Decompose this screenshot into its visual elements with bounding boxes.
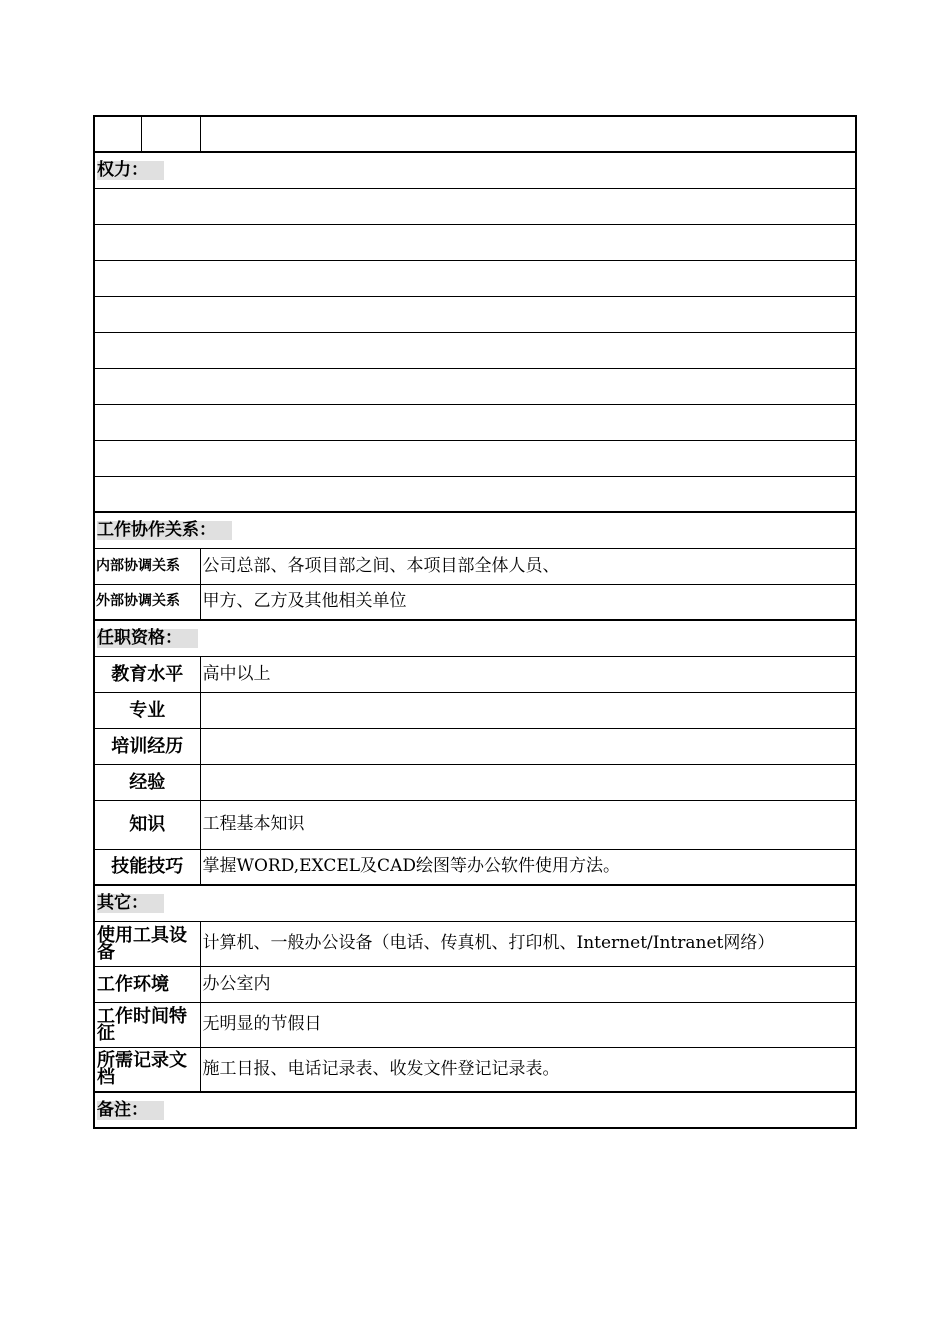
blank-cell — [94, 116, 141, 152]
records-value: 施工日报、电话记录表、收发文件登记记录表。 — [200, 1047, 856, 1092]
job-description-form — [93, 115, 857, 1129]
major-label: 专业 — [94, 692, 200, 728]
tools-label: 使用工具设备 — [94, 921, 200, 966]
internal-coordination-value: 公司总部、各项目部之间、本项目部全体人员、 — [200, 548, 856, 584]
blank-cell — [200, 116, 856, 152]
collaboration-section-title: 工作协作关系： — [97, 521, 232, 540]
power-section-title: 权力： — [97, 161, 164, 180]
external-coordination-label: 外部协调关系 — [94, 584, 200, 620]
top-partial-row — [94, 116, 856, 152]
training-label: 培训经历 — [94, 728, 200, 764]
knowledge-row — [94, 800, 856, 849]
skills-label: 技能技巧 — [94, 849, 200, 885]
power-row — [94, 404, 856, 440]
others-section-title: 其它： — [97, 894, 164, 913]
blank-cell — [141, 116, 200, 152]
collaboration-header-row — [94, 512, 856, 548]
education-value: 高中以上 — [200, 656, 856, 692]
records-label: 所需记录文档 — [94, 1047, 200, 1092]
experience-value — [200, 764, 856, 800]
power-row — [94, 332, 856, 368]
qualification-section-title: 任职资格： — [97, 629, 198, 648]
power-row — [94, 476, 856, 512]
records-row — [94, 1047, 856, 1092]
major-row — [94, 692, 856, 728]
others-header-row — [94, 885, 856, 921]
power-row — [94, 188, 856, 224]
external-coordination-row — [94, 584, 856, 620]
skills-row — [94, 849, 856, 885]
external-coordination-value: 甲方、乙方及其他相关单位 — [200, 584, 856, 620]
environment-value: 办公室内 — [200, 966, 856, 1002]
power-row — [94, 368, 856, 404]
work-time-value: 无明显的节假日 — [200, 1002, 856, 1047]
tools-row — [94, 921, 856, 966]
knowledge-value: 工程基本知识 — [200, 800, 856, 849]
remarks-section-title: 备注： — [97, 1101, 164, 1120]
environment-row — [94, 966, 856, 1002]
education-label: 教育水平 — [94, 656, 200, 692]
power-row — [94, 440, 856, 476]
work-time-row — [94, 1002, 856, 1047]
qualification-header-row — [94, 620, 856, 656]
work-time-label: 工作时间特征 — [94, 1002, 200, 1047]
knowledge-label: 知识 — [94, 800, 200, 849]
skills-value: 掌握WORD,EXCEL及CAD绘图等办公软件使用方法。 — [200, 849, 856, 885]
experience-row — [94, 764, 856, 800]
tools-value: 计算机、一般办公设备（电话、传真机、打印机、Internet/Intranet网络） — [200, 921, 856, 966]
environment-label: 工作环境 — [94, 966, 200, 1002]
education-row — [94, 656, 856, 692]
experience-label: 经验 — [94, 764, 200, 800]
training-row — [94, 728, 856, 764]
power-row — [94, 224, 856, 260]
major-value — [200, 692, 856, 728]
training-value — [200, 728, 856, 764]
remarks-row — [94, 1092, 856, 1128]
power-row — [94, 260, 856, 296]
internal-coordination-row — [94, 548, 856, 584]
power-header-row — [94, 152, 856, 188]
internal-coordination-label: 内部协调关系 — [94, 548, 200, 584]
power-row — [94, 296, 856, 332]
